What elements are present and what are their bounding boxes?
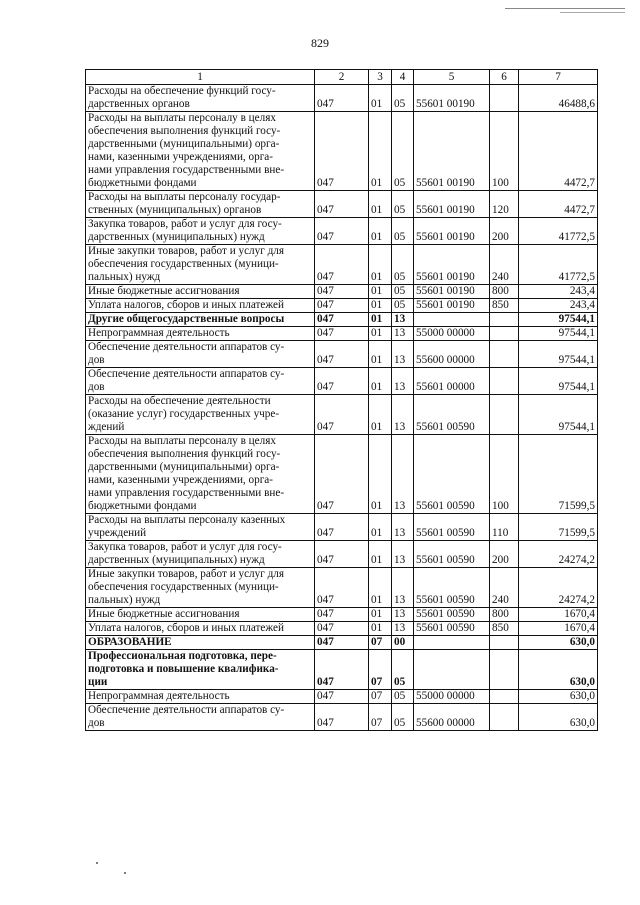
row-name-cell: Расходы на выплаты персоналу в целях обеспечения выполнения функций госу- дарственными (муниципальными) орга- нами, казенными учреждениями, орга- нами управления государственными вне- бюджетными фондами	[86, 435, 315, 514]
table-row	[86, 704, 598, 731]
code-cell: 05	[392, 191, 414, 218]
table-row	[86, 368, 598, 395]
code-cell: 05	[392, 299, 414, 313]
code-cell: 047	[315, 218, 369, 245]
code-cell: 047	[315, 690, 369, 704]
code-cell: 07	[369, 650, 392, 690]
row-name-cell: Расходы на выплаты персоналу государ- ственных (муниципальных) органов	[86, 191, 315, 218]
code-cell	[414, 313, 490, 327]
header-cell: 5	[414, 70, 490, 85]
code-cell	[490, 368, 519, 395]
table-row	[86, 568, 598, 608]
code-cell: 01	[369, 299, 392, 313]
code-cell: 07	[369, 704, 392, 731]
row-name-cell: Уплата налогов, сборов и иных платежей	[86, 622, 315, 636]
code-cell: 047	[315, 395, 369, 435]
row-name-cell: Обеспечение деятельности аппаратов су- дов	[86, 704, 315, 731]
code-cell: 047	[315, 541, 369, 568]
amount-cell: 97544,1	[519, 368, 598, 395]
code-cell: 047	[315, 327, 369, 341]
code-cell: 047	[315, 650, 369, 690]
code-cell: 05	[392, 285, 414, 299]
code-cell: 07	[369, 636, 392, 650]
header-cell: 6	[490, 70, 519, 85]
amount-cell: 630,0	[519, 690, 598, 704]
amount-cell: 630,0	[519, 636, 598, 650]
code-cell: 55601 00190	[414, 218, 490, 245]
code-cell: 047	[315, 704, 369, 731]
amount-cell: 243,4	[519, 299, 598, 313]
budget-table	[85, 69, 598, 731]
table-row	[86, 85, 598, 112]
code-cell: 047	[315, 341, 369, 368]
code-cell: 13	[392, 568, 414, 608]
amount-cell: 4472,7	[519, 112, 598, 191]
row-name-cell: Расходы на выплаты персоналу казенных учреждений	[86, 514, 315, 541]
table-row	[86, 690, 598, 704]
code-cell: 13	[392, 541, 414, 568]
code-cell: 047	[315, 245, 369, 285]
code-cell: 01	[369, 568, 392, 608]
amount-cell: 71599,5	[519, 514, 598, 541]
code-cell: 01	[369, 112, 392, 191]
code-cell: 55601 00590	[414, 514, 490, 541]
header-cell: 3	[369, 70, 392, 85]
code-cell: 100	[490, 112, 519, 191]
amount-cell: 97544,1	[519, 395, 598, 435]
scan-speck	[124, 872, 126, 874]
code-cell: 047	[315, 85, 369, 112]
code-cell	[490, 704, 519, 731]
code-cell: 55601 00590	[414, 435, 490, 514]
page-number: 829	[311, 36, 329, 50]
code-cell: 13	[392, 313, 414, 327]
code-cell: 00	[392, 636, 414, 650]
code-cell: 55601 00000	[414, 368, 490, 395]
code-cell: 240	[490, 568, 519, 608]
amount-cell: 1670,4	[519, 608, 598, 622]
code-cell: 01	[369, 435, 392, 514]
row-name-cell: Обеспечение деятельности аппаратов су- дов	[86, 341, 315, 368]
code-cell: 13	[392, 395, 414, 435]
code-cell: 55600 00000	[414, 341, 490, 368]
code-cell: 13	[392, 368, 414, 395]
table-header-row	[86, 70, 598, 85]
table-row	[86, 112, 598, 191]
code-cell: 047	[315, 368, 369, 395]
code-cell: 05	[392, 245, 414, 285]
row-name-cell: Расходы на обеспечение деятельности (оказание услуг) государственных учре- ждений	[86, 395, 315, 435]
amount-cell: 41772,5	[519, 245, 598, 285]
code-cell: 55601 00590	[414, 568, 490, 608]
table-row	[86, 191, 598, 218]
code-cell: 13	[392, 514, 414, 541]
code-cell: 01	[369, 368, 392, 395]
code-cell: 07	[369, 690, 392, 704]
amount-cell: 1670,4	[519, 622, 598, 636]
amount-cell: 46488,6	[519, 85, 598, 112]
code-cell: 55601 00190	[414, 299, 490, 313]
row-name-cell: Непрограммная деятельность	[86, 690, 315, 704]
code-cell: 55601 00590	[414, 541, 490, 568]
code-cell	[490, 327, 519, 341]
row-name-cell: Иные закупки товаров, работ и услуг для обеспечения государственных (муници- пальных) нужд	[86, 568, 315, 608]
code-cell: 850	[490, 299, 519, 313]
code-cell: 01	[369, 341, 392, 368]
code-cell: 55601 00590	[414, 622, 490, 636]
row-name-cell: Профессиональная подготовка, пере- подготовка и повышение квалифика- ции	[86, 650, 315, 690]
code-cell: 55000 00000	[414, 690, 490, 704]
amount-cell: 41772,5	[519, 218, 598, 245]
code-cell: 047	[315, 191, 369, 218]
code-cell: 01	[369, 285, 392, 299]
code-cell	[414, 650, 490, 690]
code-cell: 55000 00000	[414, 327, 490, 341]
code-cell: 240	[490, 245, 519, 285]
amount-cell: 97544,1	[519, 327, 598, 341]
code-cell	[490, 85, 519, 112]
code-cell: 55601 00190	[414, 285, 490, 299]
row-name-cell: Другие общегосударственные вопросы	[86, 313, 315, 327]
table-row	[86, 608, 598, 622]
code-cell	[414, 636, 490, 650]
code-cell: 047	[315, 112, 369, 191]
code-cell: 55601 00590	[414, 395, 490, 435]
code-cell: 800	[490, 608, 519, 622]
code-cell: 850	[490, 622, 519, 636]
code-cell: 13	[392, 622, 414, 636]
table-body	[86, 85, 598, 731]
code-cell: 55601 00590	[414, 608, 490, 622]
row-name-cell: ОБРАЗОВАНИЕ	[86, 636, 315, 650]
code-cell: 05	[392, 218, 414, 245]
code-cell: 047	[315, 435, 369, 514]
code-cell: 13	[392, 435, 414, 514]
scan-speck	[96, 862, 98, 864]
code-cell: 01	[369, 514, 392, 541]
code-cell: 13	[392, 341, 414, 368]
code-cell: 01	[369, 327, 392, 341]
code-cell: 01	[369, 541, 392, 568]
table-row	[86, 395, 598, 435]
code-cell	[490, 395, 519, 435]
code-cell: 13	[392, 608, 414, 622]
header-cell: 4	[392, 70, 414, 85]
code-cell: 120	[490, 191, 519, 218]
amount-cell: 97544,1	[519, 313, 598, 327]
row-name-cell: Иные закупки товаров, работ и услуг для обеспечения государственных (муници- пальных) нужд	[86, 245, 315, 285]
row-name-cell: Расходы на обеспечение функций госу- дарственных органов	[86, 85, 315, 112]
code-cell: 01	[369, 245, 392, 285]
table-row	[86, 327, 598, 341]
table-row	[86, 313, 598, 327]
amount-cell: 630,0	[519, 650, 598, 690]
table-row	[86, 341, 598, 368]
code-cell	[490, 313, 519, 327]
row-name-cell: Закупка товаров, работ и услуг для госу- дарственных (муниципальных) нужд	[86, 541, 315, 568]
table-row	[86, 514, 598, 541]
code-cell: 05	[392, 85, 414, 112]
table-row	[86, 622, 598, 636]
row-name-cell: Иные бюджетные ассигнования	[86, 285, 315, 299]
code-cell: 13	[392, 327, 414, 341]
code-cell: 55601 00190	[414, 245, 490, 285]
code-cell: 047	[315, 514, 369, 541]
code-cell: 55600 00000	[414, 704, 490, 731]
code-cell: 55601 00190	[414, 191, 490, 218]
code-cell: 800	[490, 285, 519, 299]
code-cell: 55601 00190	[414, 85, 490, 112]
code-cell: 01	[369, 313, 392, 327]
scan-artifact-line	[505, 8, 625, 9]
code-cell: 01	[369, 395, 392, 435]
table-row	[86, 541, 598, 568]
amount-cell: 97544,1	[519, 341, 598, 368]
code-cell: 05	[392, 704, 414, 731]
code-cell: 047	[315, 299, 369, 313]
table-row	[86, 218, 598, 245]
table-row	[86, 245, 598, 285]
code-cell	[490, 341, 519, 368]
code-cell	[490, 636, 519, 650]
code-cell: 05	[392, 690, 414, 704]
amount-cell: 71599,5	[519, 435, 598, 514]
amount-cell: 243,4	[519, 285, 598, 299]
code-cell: 047	[315, 608, 369, 622]
amount-cell: 630,0	[519, 704, 598, 731]
code-cell	[490, 650, 519, 690]
header-cell: 7	[519, 70, 598, 85]
table-row	[86, 650, 598, 690]
row-name-cell: Закупка товаров, работ и услуг для госу- дарственных (муниципальных) нужд	[86, 218, 315, 245]
table-row	[86, 636, 598, 650]
code-cell: 047	[315, 568, 369, 608]
table-row	[86, 435, 598, 514]
code-cell: 05	[392, 112, 414, 191]
code-cell: 047	[315, 622, 369, 636]
amount-cell: 24274,2	[519, 541, 598, 568]
row-name-cell: Расходы на выплаты персоналу в целях обеспечения выполнения функций госу- дарственными (муниципальными) орга- нами, казенными учреждениями, орга- нами управления государственными вне- бюджетными фондами	[86, 112, 315, 191]
scan-artifact-line	[560, 12, 625, 13]
code-cell: 100	[490, 435, 519, 514]
code-cell: 01	[369, 218, 392, 245]
amount-cell: 24274,2	[519, 568, 598, 608]
header-cell: 2	[315, 70, 369, 85]
code-cell: 200	[490, 541, 519, 568]
code-cell: 047	[315, 313, 369, 327]
code-cell: 01	[369, 608, 392, 622]
amount-cell: 4472,7	[519, 191, 598, 218]
table-row	[86, 299, 598, 313]
row-name-cell: Уплата налогов, сборов и иных платежей	[86, 299, 315, 313]
row-name-cell: Иные бюджетные ассигнования	[86, 608, 315, 622]
code-cell	[490, 690, 519, 704]
code-cell: 200	[490, 218, 519, 245]
code-cell: 110	[490, 514, 519, 541]
row-name-cell: Обеспечение деятельности аппаратов су- дов	[86, 368, 315, 395]
code-cell: 01	[369, 622, 392, 636]
code-cell: 01	[369, 85, 392, 112]
code-cell: 55601 00190	[414, 112, 490, 191]
code-cell: 01	[369, 191, 392, 218]
code-cell: 05	[392, 650, 414, 690]
header-cell: 1	[86, 70, 315, 85]
row-name-cell: Непрограммная деятельность	[86, 327, 315, 341]
code-cell: 047	[315, 285, 369, 299]
table-row	[86, 285, 598, 299]
code-cell: 047	[315, 636, 369, 650]
